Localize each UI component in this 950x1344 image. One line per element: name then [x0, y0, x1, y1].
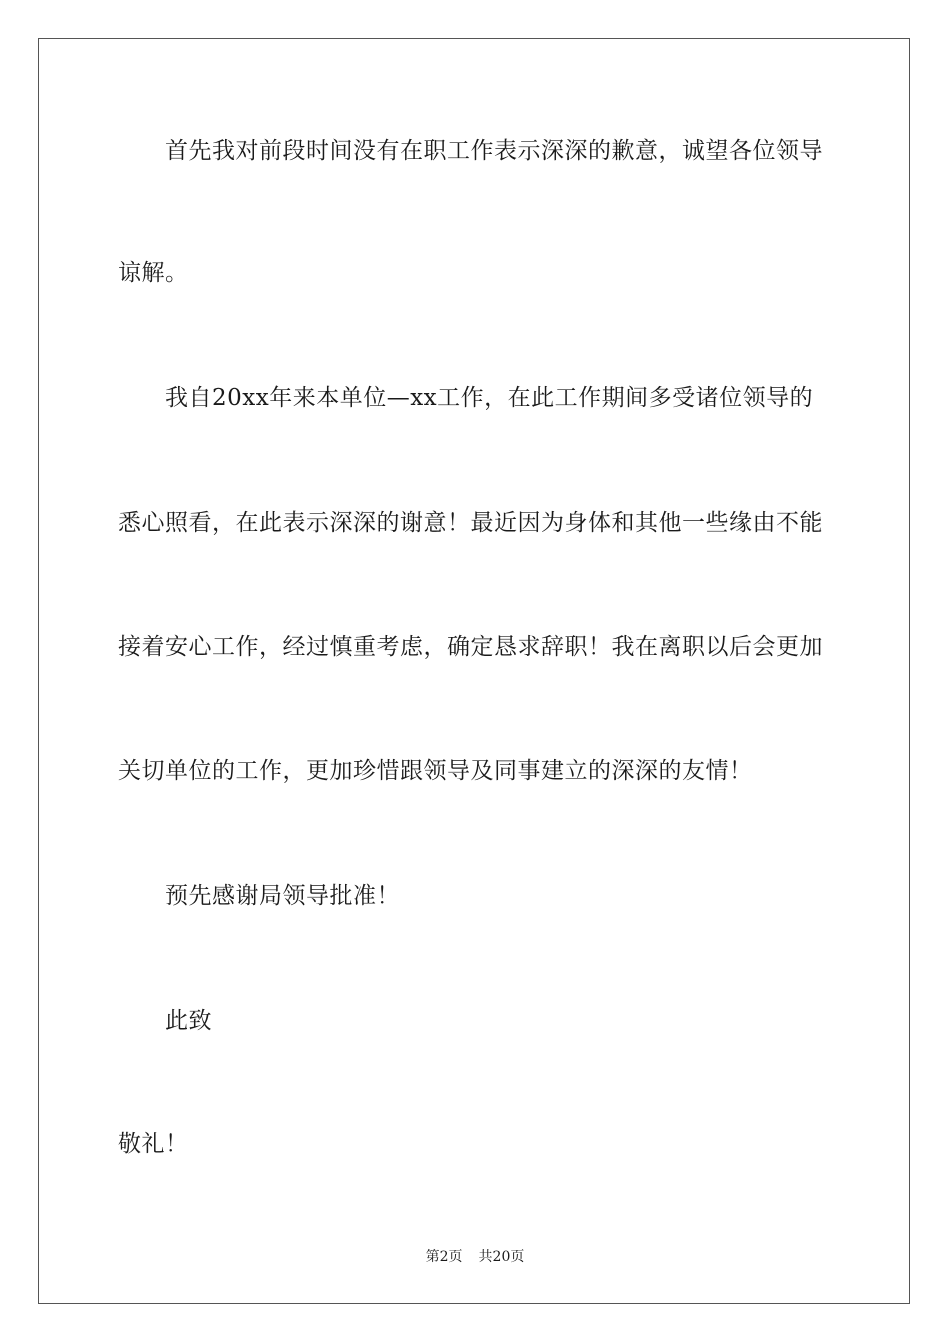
- paragraph-line-7: 预先感谢局领导批准！: [165, 883, 400, 909]
- paragraph-line-2: 谅解。: [118, 260, 189, 286]
- page-frame: [38, 38, 910, 1304]
- paragraph-line-6: 关切单位的工作，更加珍惜跟领导及同事建立的深深的友情！: [118, 758, 753, 784]
- page-total: 共20页: [478, 1249, 525, 1265]
- paragraph-line-5: 接着安心工作，经过慎重考虑，确定恳求辞职！我在离职以后会更加: [118, 634, 823, 660]
- page-number: 第2页: [425, 1249, 463, 1265]
- paragraph-line-3: 我自20xx年来本单位—xx工作，在此工作期间多受诸位领导的: [165, 385, 814, 411]
- paragraph-line-4: 悉心照看，在此表示深深的谢意！最近因为身体和其他一些缘由不能: [118, 510, 823, 536]
- page-footer: [0, 1247, 950, 1267]
- closing-salutation: 此致: [165, 1008, 212, 1034]
- paragraph-line-1: 首先我对前段时间没有在职工作表示深深的歉意，诚望各位领导: [165, 138, 823, 164]
- closing-regards: 敬礼！: [118, 1131, 189, 1157]
